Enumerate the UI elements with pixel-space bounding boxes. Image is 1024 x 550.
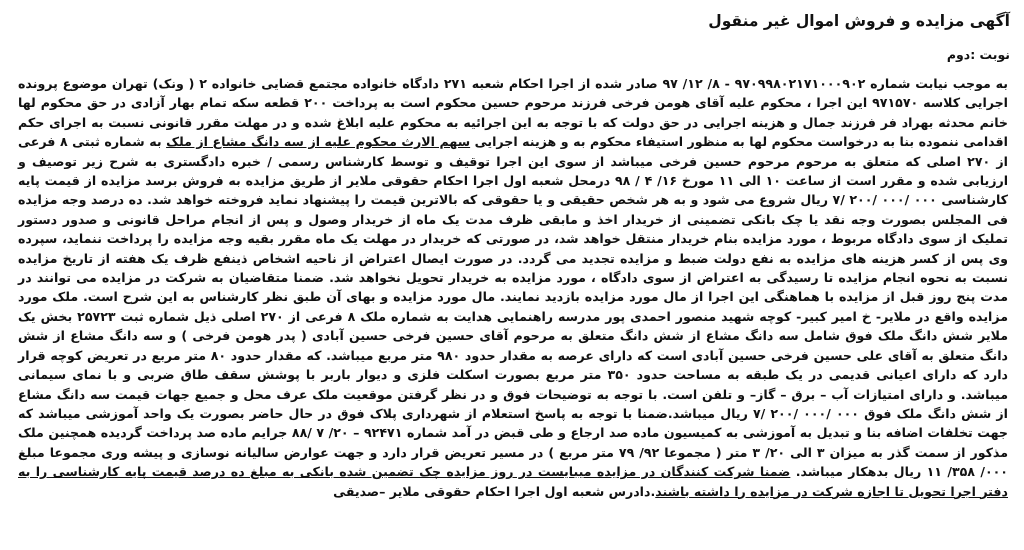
- notice-round-label: نوبت :دوم: [946, 47, 1010, 62]
- notice-body-signature: .دادرس شعبه اول اجرا احکام حقوقی ملایر –صدیقی: [333, 483, 656, 499]
- notice-body: [10, 74, 1014, 501]
- notice-body-part-1: به موجب نیابت شماره ۹۷۰۹۹۸۰۲۱۷۱۰۰۰۹۰۲ - ۸/ ۱۲/ ۹۷ صادر شده از اجرا احکام شعبه ۲۷۱ دادگاه خانواده مجتمع قضایی خانواده ۲ ( ونک) تهران موضوع پرونده اجرایی کلاسه ۹۷۱۵۷۰ این اجرا ، محکوم علیه آقای هومن فرخی فرزند مرحوم حسین محکوم است به پرداخت ۲۰۰ قطعه سکه تمام بهار آزادی در حق محکوم لها خانم محدثه بهراد فر فرزند جمال و هزینه اجرایی در حق دولت که با توجه به این اجرائیه به محکوم علیه ابلاغ شده و در مهلت مقرر قانونی نسبت به اجرای حکم اقدامی ننموده بنا به درخواست محکوم لها به منظور استیفاء محکوم به و هزینه اجرایی: [18, 76, 1009, 150]
- notice-title: آگهی مزایده و فروش اموال غیر منقول: [708, 12, 1010, 30]
- notice-body-underlined-guarantee: ضمنا شرکت کنندگان در مزایده میبایست در روز مزایده چک تضمین شده بانکی به مبلغ ده درصد قیمت پایه کارشناسی را به دفتر اجرا تحویل تا اجازه شرکت در مزایده را داشته باشند: [18, 464, 1008, 499]
- notice-body-underlined-share: سهم الارث محکوم علیه از سه دانگ مشاع از ملک: [166, 134, 471, 150]
- notice-body-part-2: به شماره ثبتی ۸ فرعی از ۲۷۰ اصلی که متعلق به مرحوم مرحوم حسین فرخی میباشد از سوی این اجرا توقیف و توسط کارشناس رسمی / خبره دادگستری به شرح زیر توصیف و ارزیابی شده و مقرر است از ساعت ۱۰ الی ۱۱ مورخ ۱۶/ ۴ / ۹۸ درمحل شعبه اول اجرا احکام حقوقی ملایر از طریق مزایده به فروش برسد مزایده از قیمت پایه کارشناسی ۰۰۰ /۰۰۰ /۲۰۰ /۷ ریال شروع می شود و به هر شخص حقیقی و یا حقوقی که بالاترین قیمت را پیشنهاد نماید فروخته خواهد شد. ده درصد وجه مزایده فی المجلس بصورت وجه نقد یا چک بانکی تضمینی از خریدار اخذ و مابقی ظرف مدت یک ماه از خریدار وصول و پس از انجام مراحل قانونی و صدور دستور تملیک از سوی دادگاه مربوط ، مورد مزایده بنام خریدار منتقل خواهد شد، در صورتی که خریدار در مهلت یک ماه مقرر بقیه وجه مزایده را پرداخت ننماید، سپرده وی پس از کسر هزینه های مزایده به نفع دولت ضبط و مزایده تجدید می گردد. در صورت ایصال اعتراض از ناحیه اشخاص ذینفع ظرف یک هفته از تاریخ مزایده نسبت به نحوه انجام مزایده تا رسیدگی به اعتراض از سوی دادگاه ، مورد مزایده به خریدار تحویل نخواهد شد. ضمنا متقاضیان به شرکت در مزایده می توانند در مدت پنج روز قبل از مزایده با هماهنگی این اجرا از مال مورد مزایده بازدید نمایند. مال مورد مزایده و بهای آن طبق نظر کارشناس به این شرح است. ملک مورد مزایده واقع در ملایر- خ امیر کبیر- کوچه شهید منصور احمدی پور مدرسه راهنمایی هدایت به شماره ملک ۸ فرعی از ۲۷۰ اصلی ذیل شماره ثبت ۲۵۷۲۳ بخش یک ملایر شش دانگ ملک فوق شامل سه دانگ مشاع از شش دانگ متعلق به مرحوم آقای حسین فرخی حسین آبادی ( پدر هومن فرخی ) و سه دانگ مشاع از شش دانگ متعلق به آقای علی حسین فرخی حسین آبادی است که دارای عرصه به مقدار حدود ۹۸۰ متر مربع میباشد. که مقدار حدود ۸۰ متر مربع در تعریض کوچه قرار دارد که دارای اعیانی قدیمی در یک طبقه به مساحت حدود ۳۵۰ متر مربع بصورت اسکلت فلزی و دیوار باربر با پوشش سقف طاق ضربی و با نمای سیمانی میباشد. و دارای امتیازات آب – برق – گاز– و تلفن است. با توجه به توضیحات فوق و در نظر گرفتن موقعیت ملک عرف محل و جمیع جهات قیمت سه دانگ مشاع از شش دانگ ملک فوق ۰۰۰ /۰۰۰ /۲۰۰ /۷ ریال میباشد.ضمنا با توجه به پاسخ استعلام از شهرداری پلاک فوق در حال حاضر بصورت یک واحد آموزشی میباشد که جهت تخلفات اضافه بنا و تبدیل به آموزشی به کمیسیون ماده صد ارجاع و طی قبض در آمد شماره ۹۲۴۷۱ – ۲۰/ ۷ /۸۸ جرایم ماده صد پرداخت گردیده همچنین ملک مذکور از سمت گذر به میزان ۳ الی ۲۰/ ۳ متر ( مجموعا ۹۲/ ۷۹ متر مربع ) در مسیر تعریض قرار دارد و جهت عوارض سالیانه نوسازی و پیشه وری مجموعا مبلغ ۰۰۰/ ۳۵۸/ ۱۱ ریال بدهکار میباشد.: [18, 134, 1009, 480]
